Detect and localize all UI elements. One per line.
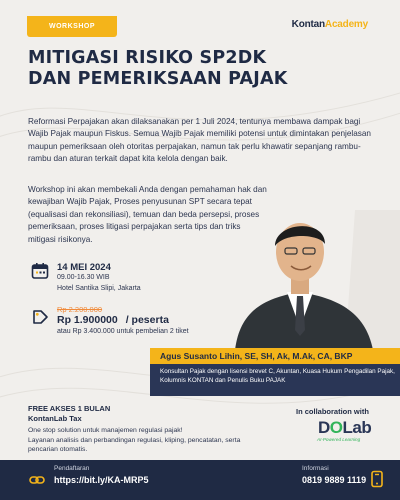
registration-label: Pendaftaran	[54, 465, 90, 472]
free-desc-line-3: pencarian otomatis.	[28, 446, 88, 453]
link-icon	[28, 471, 46, 489]
dolab-logo	[318, 418, 371, 438]
event-venue: Hotel Santika Slipi, Jakarta	[57, 285, 141, 292]
price-tag-icon	[31, 308, 49, 326]
event-date: 14 MEI 2024	[57, 262, 111, 273]
speaker-desc-line-2: Kolumnis KONTAN dan Penulis Buku PAJAK	[160, 377, 286, 384]
dolab-d: D	[318, 418, 330, 437]
per-participant: / peserta	[125, 314, 169, 326]
page-title	[28, 48, 358, 90]
kontan-academy-logo	[292, 19, 368, 30]
free-desc-line-2: Layanan analisis dan perbandingan regulasi, kliping, pencatatan, serta	[28, 436, 241, 444]
information-label: Informasi	[302, 465, 329, 472]
new-price: Rp 1.900000	[57, 314, 118, 326]
phone-icon	[368, 470, 386, 488]
dolab-o: O	[329, 418, 343, 437]
intro-paragraph: Reformasi Perpajakan akan dilaksanakan per 1 Juli 2024, tentunya membawa dampak bagi Wajib Pajak maupun Fiskus. Semua Wajib Pajak memiliki potensi untuk dimintakan penjelasan maupun pemeriksaan oleh otoritas perpajakan, namun tak perlu khawatir sepanjang rambu-rambu dan aturan terkait dapat kita kelola dengan baik.	[28, 117, 371, 164]
speaker-description	[160, 367, 395, 385]
logo-sub-text: Academy	[324, 19, 368, 30]
dolab-tagline: AI-Powered Learning	[317, 437, 361, 442]
old-price: Rp 2.200.000	[57, 305, 103, 314]
collaboration-label: In collaboration with	[296, 407, 369, 416]
registration-link[interactable]: https://bit.ly/KA-MRP5	[54, 475, 149, 485]
dolab-lab: Lab	[342, 418, 372, 437]
logo-main-text: Kontan	[291, 19, 325, 30]
speaker-photo	[205, 200, 400, 350]
free-access-subtitle: KontanLab Tax	[28, 414, 82, 423]
description-paragraph: Workshop ini akan membekali Anda dengan pemahaman hak dan kewajiban Wajib Pajak, Proses penyusunan SPT secara tepat (equalisasi dan rekonsiliasi), temuan dan beda persepsi, proses pemeriksaan, proses litigasi perpajakan serta tips dan triks mitigasi risikonya.	[28, 185, 267, 244]
bundle-price: atau Rp 3.400.000 untuk pembelian 2 tiket	[57, 328, 189, 335]
title-line-1: MITIGASI RISIKO SP2DK	[28, 48, 267, 68]
free-access-title: FREE AKSES 1 BULAN	[28, 404, 111, 413]
event-time: 09.00-16.30 WIB	[57, 274, 110, 281]
workshop-badge: WORKSHOP	[27, 16, 117, 37]
calendar-icon	[31, 262, 49, 280]
free-desc-line-1: One stop solution untuk manajemen regulasi pajak!	[28, 427, 183, 434]
free-access-description	[28, 426, 258, 455]
price-row	[57, 314, 169, 326]
information-phone[interactable]: 0819 9889 1119	[302, 475, 367, 485]
title-line-2: DAN PEMERIKSAAN PAJAK	[28, 69, 288, 89]
speaker-desc-line-1: Konsultan Pajak dengan lisensi brevet C, Akuntan, Kuasa Hukum Pengadilan Pajak,	[160, 368, 395, 375]
speaker-name: Agus Susanto Lihin, SE, SH, Ak, M.Ak, CA, BKP	[150, 348, 400, 364]
